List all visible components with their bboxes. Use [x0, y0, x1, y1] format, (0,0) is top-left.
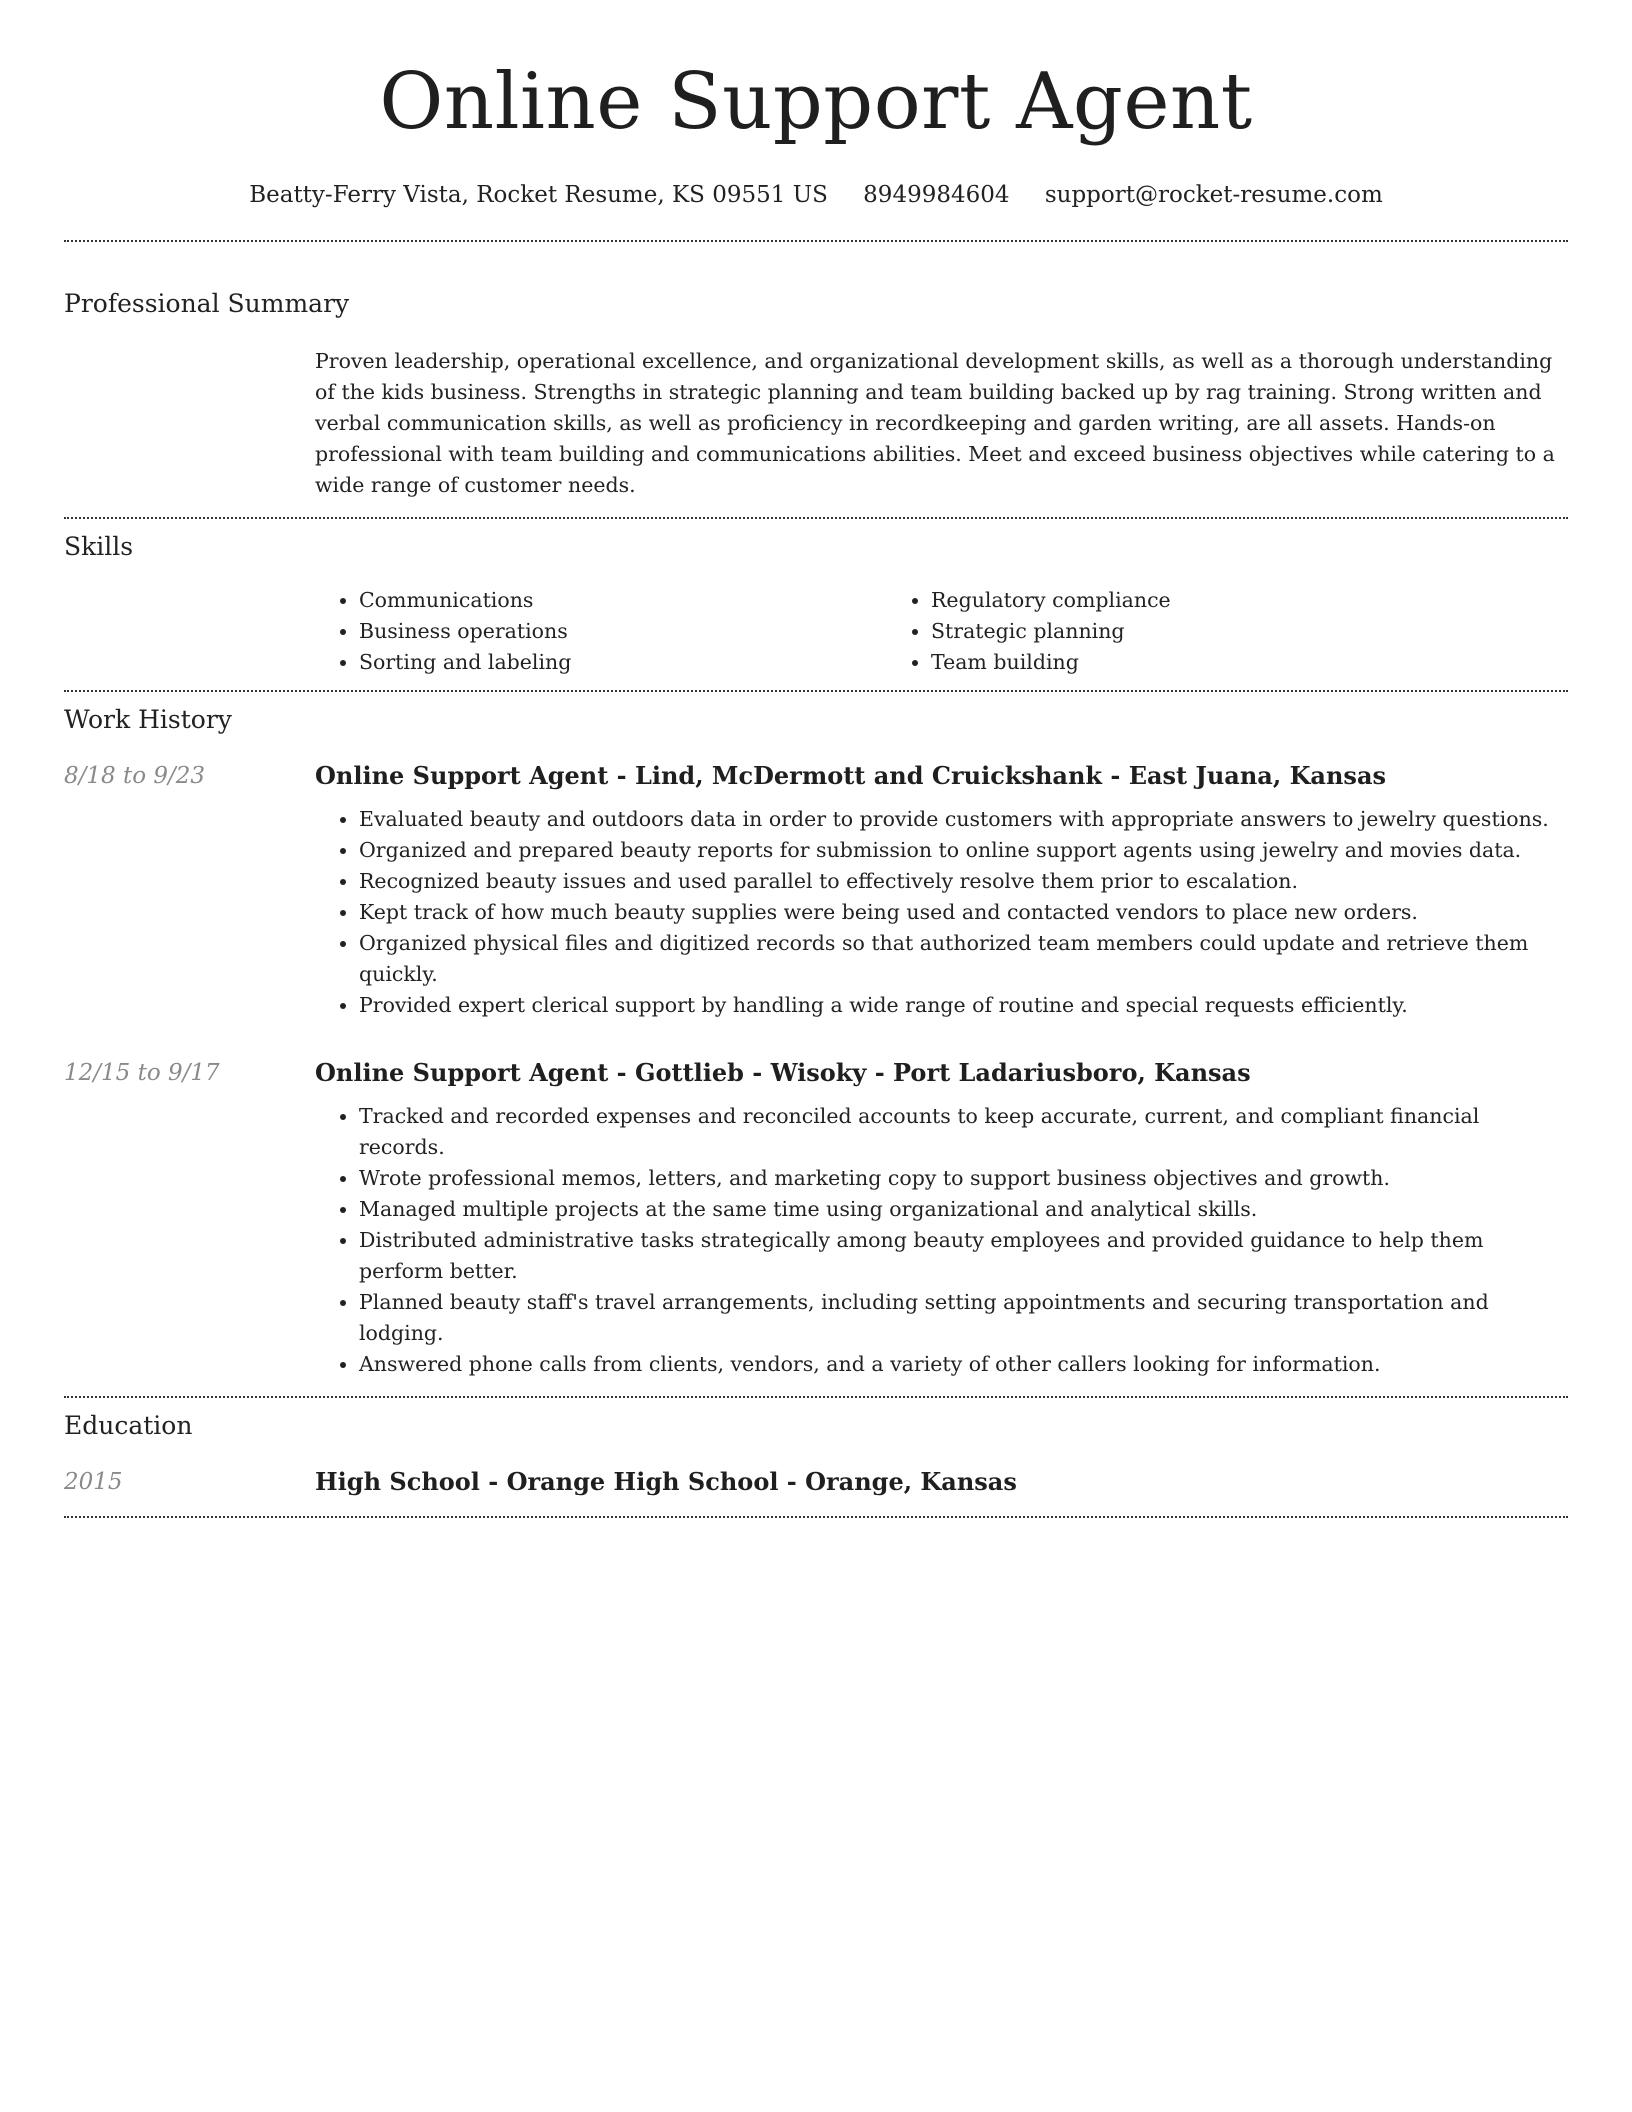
job-dates: 8/18 to 9/23 [64, 763, 206, 789]
education-section [64, 1398, 1568, 1516]
summary-text: Proven leadership, operational excellence, and organizational development skills, as well as a thorough understanding of the kids business. Strengths in strategic planning and team building backed up by rag training. Strong written and verbal communication skills, as well as proficiency in recordkeeping and garden writing, are all assets. Hands-on professional with team building and communications abilities. Meet and exceed business objectives while catering to a wide range of customer needs. [315, 349, 1555, 497]
job-entry [64, 1057, 1568, 1396]
job-heading: Online Support Agent - Gottlieb - Wisoky - Port Ladariusboro, Kansas [315, 1058, 1251, 1087]
candidate-name: Online Support Agent [379, 57, 1253, 147]
skills-section [64, 519, 1568, 690]
address: Beatty-Ferry Vista, Rocket Resume, KS 09551 US [249, 182, 828, 208]
skills-list-right [887, 585, 1459, 678]
education-title: Education [64, 1411, 193, 1440]
skill-item: • Sorting and labeling [359, 647, 887, 678]
email[interactable]: support@rocket-resume.com [1044, 182, 1383, 208]
job-bullet: • Answered phone calls from clients, vendors, and a variety of other callers looking for information. [359, 1349, 1568, 1380]
job-entry [64, 760, 1568, 1021]
skill-item: • Strategic planning [931, 616, 1459, 647]
job-bullet: • Organized physical files and digitized records so that authorized team members could update and retrieve them quickly. [359, 928, 1568, 990]
phone: 8949984604 [863, 182, 1010, 208]
job-bullet: • Organized and prepared beauty reports for submission to online support agents using jewelry and movies data. [359, 835, 1568, 866]
skill-item: • Business operations [359, 616, 887, 647]
job-bullet: • Evaluated beauty and outdoors data in order to provide customers with appropriate answers to jewelry questions. [359, 804, 1568, 835]
summary-section [64, 242, 1568, 517]
divider [64, 1516, 1568, 1518]
job-bullets [315, 1101, 1568, 1380]
job-bullets [315, 804, 1568, 1021]
job-bullet: • Planned beauty staff's travel arrangements, including setting appointments and securing transportation and lodging. [359, 1287, 1568, 1349]
skill-item: • Communications [359, 585, 887, 616]
contact-line [64, 180, 1568, 210]
job-bullet: • Distributed administrative tasks strategically among beauty employees and provided guidance to help them perform better. [359, 1225, 1568, 1287]
work-title: Work History [64, 705, 232, 734]
skill-item: • Team building [931, 647, 1459, 678]
job-dates: 12/15 to 9/17 [64, 1060, 220, 1086]
job-bullet: • Kept track of how much beauty supplies were being used and contacted vendors to place new orders. [359, 897, 1568, 928]
skills-title: Skills [64, 532, 134, 561]
skills-list-left [315, 585, 887, 678]
job-bullet: • Provided expert clerical support by handling a wide range of routine and special requests efficiently. [359, 990, 1568, 1021]
skill-item: • Regulatory compliance [931, 585, 1459, 616]
job-heading: Online Support Agent - Lind, McDermott and Cruickshank - East Juana, Kansas [315, 761, 1386, 790]
job-bullet: • Recognized beauty issues and used parallel to effectively resolve them prior to escalation. [359, 866, 1568, 897]
education-heading: High School - Orange High School - Orange, Kansas [315, 1467, 1017, 1496]
job-bullet: • Wrote professional memos, letters, and marketing copy to support business objectives and growth. [359, 1163, 1568, 1194]
job-bullet: • Managed multiple projects at the same time using organizational and analytical skills. [359, 1194, 1568, 1225]
education-year: 2015 [64, 1469, 123, 1495]
job-bullet: • Tracked and recorded expenses and reconciled accounts to keep accurate, current, and compliant financial records. [359, 1101, 1568, 1163]
work-section [64, 692, 1568, 1396]
summary-title: Professional Summary [64, 289, 350, 318]
education-entry [64, 1466, 1568, 1516]
